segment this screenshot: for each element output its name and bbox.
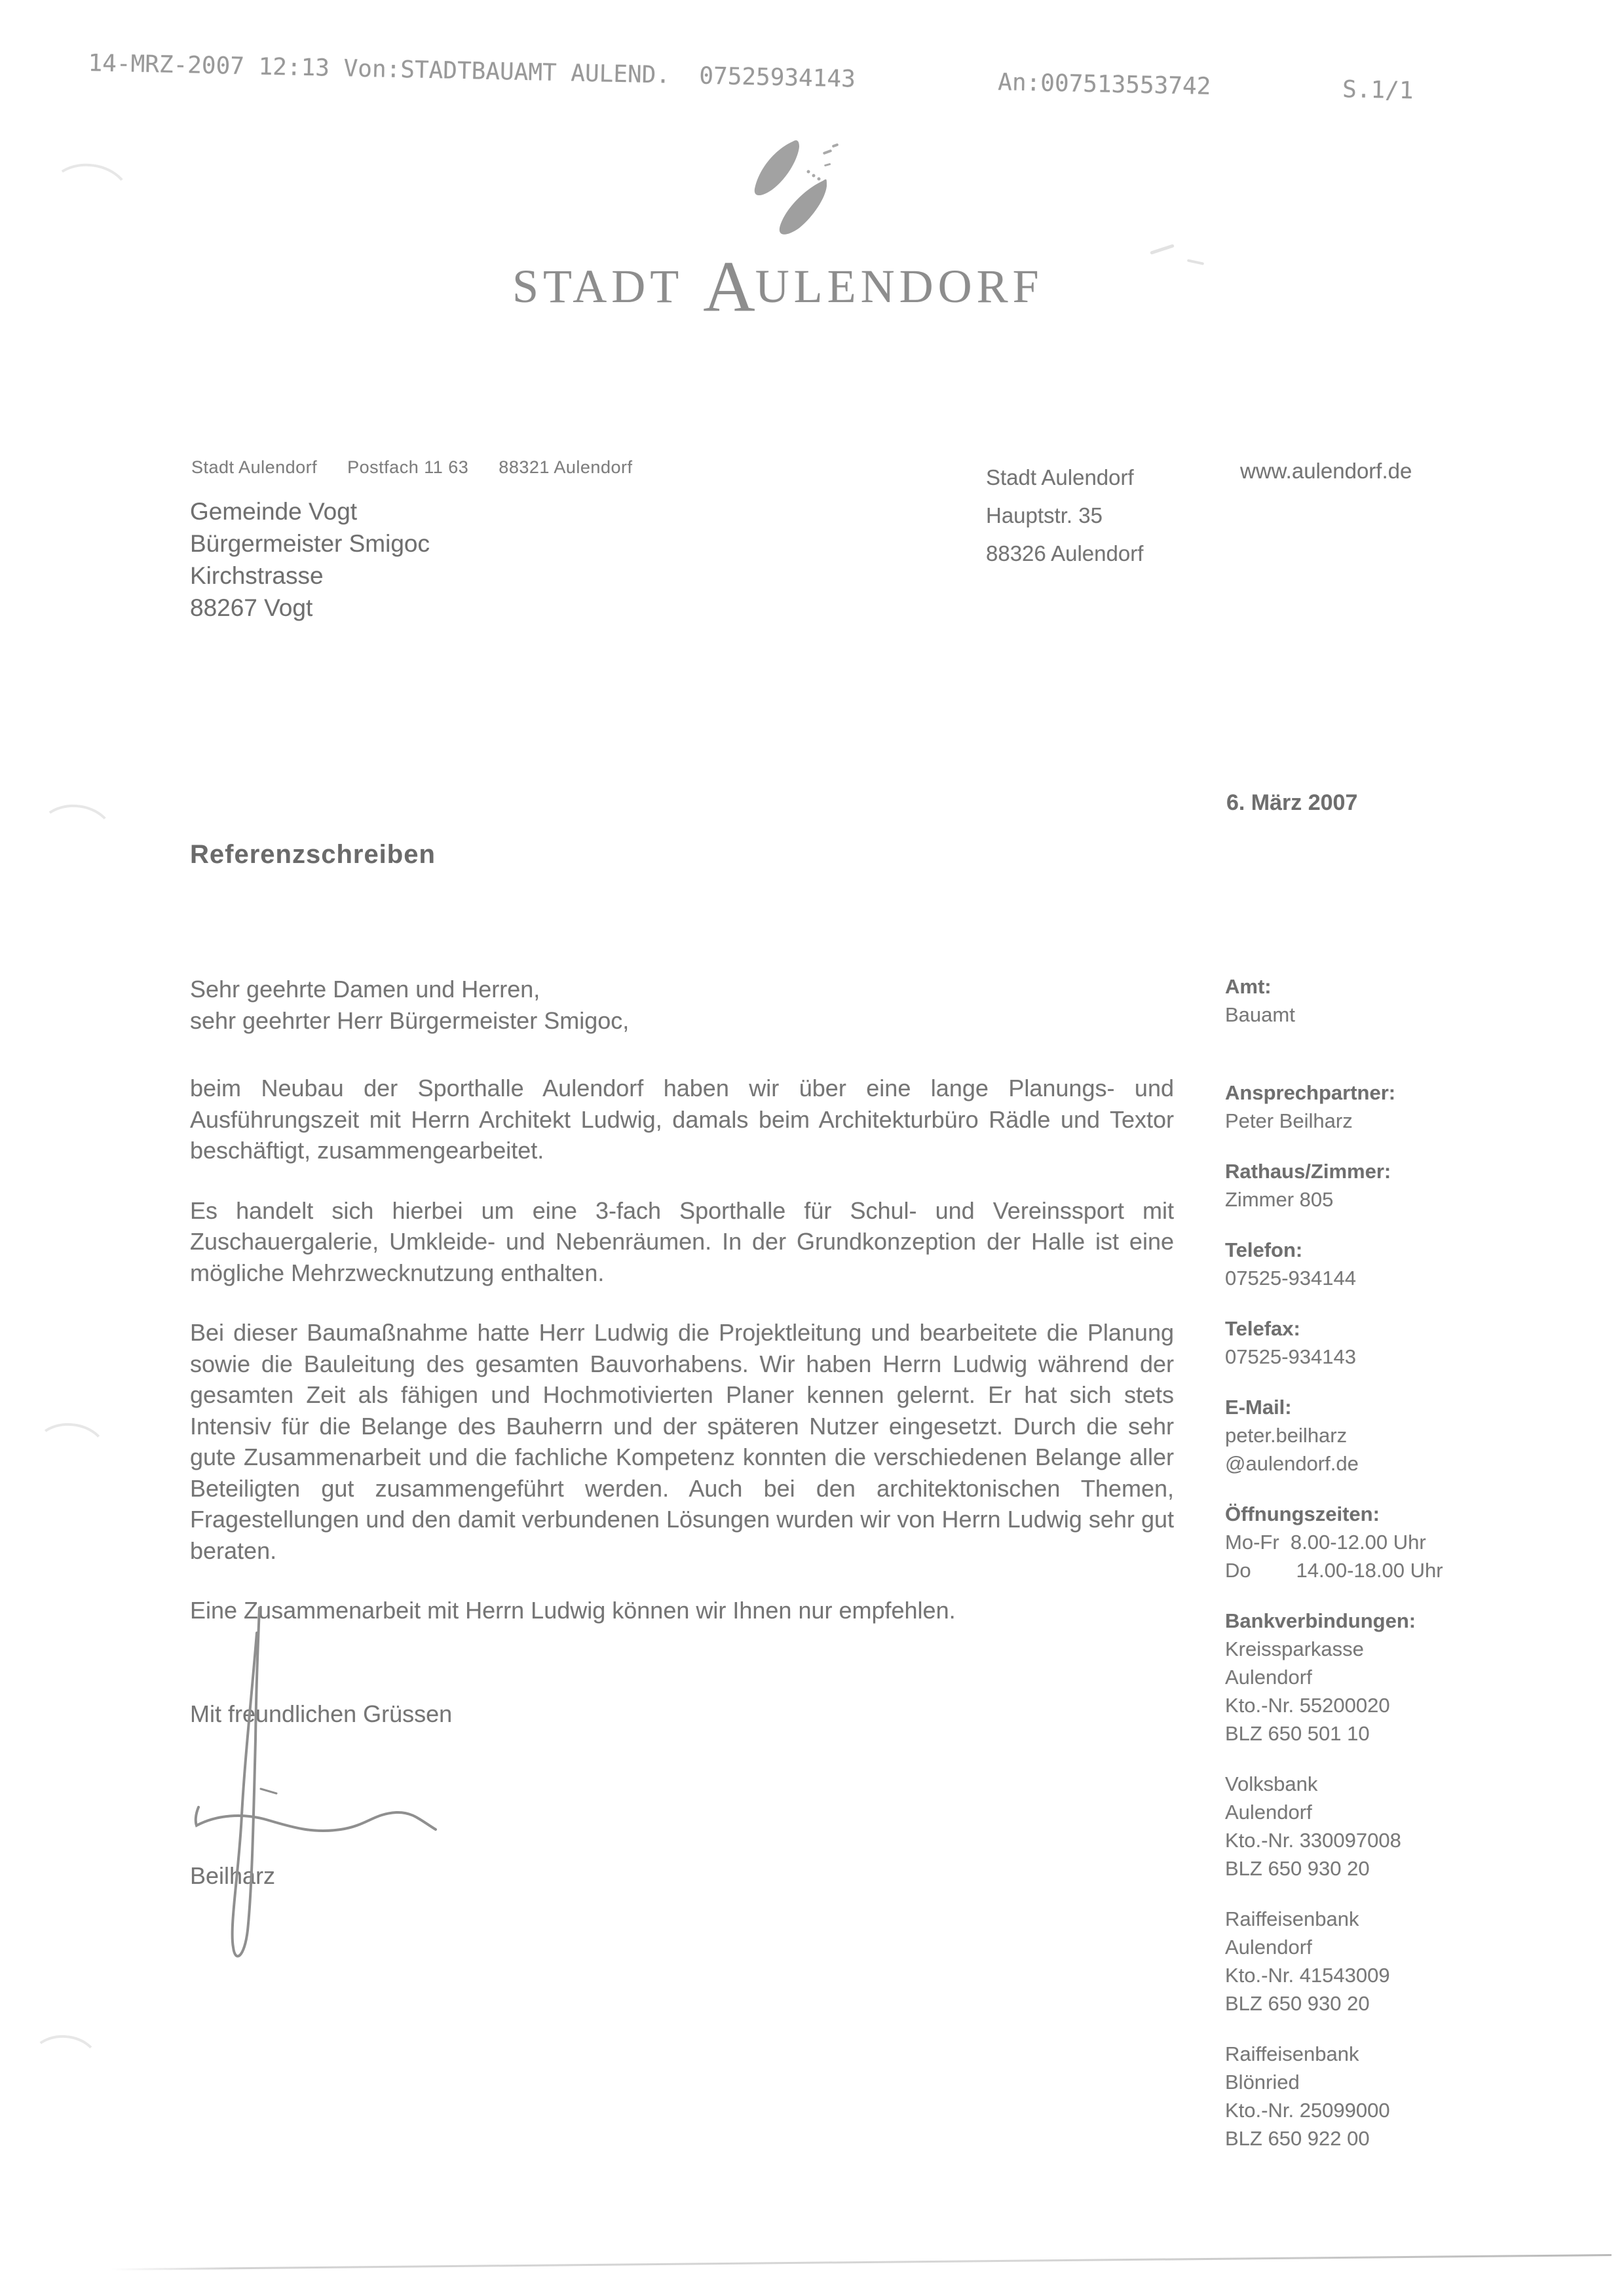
sidebar-label: Bankverbindungen:: [1225, 1609, 1416, 1632]
return-address-name: Stadt Aulendorf: [191, 457, 318, 477]
return-address-pobox: Postfach 11 63: [347, 457, 469, 477]
sidebar-value: Raiffeisenbank: [1225, 1907, 1359, 1930]
scan-artifact-arc: [27, 2032, 102, 2093]
logo-word-ulendorf: ULENDORF: [755, 260, 1044, 313]
sidebar-value: Peter Beilharz: [1225, 1109, 1353, 1132]
sidebar-group-email: [1225, 1393, 1605, 1478]
sidebar-label: Rathaus/Zimmer:: [1225, 1160, 1391, 1183]
recipient-line: Gemeinde Vogt: [190, 498, 358, 525]
sidebar-value: Kto.-Nr. 55200020: [1225, 1694, 1390, 1717]
salutation: [190, 974, 1174, 1036]
sidebar-group-raiffeisenbank-aulendorf: [1225, 1905, 1605, 2018]
fax-sender-info: 14-MRZ-2007 12:13 Von:STADTBAUAMT AULEND.: [88, 50, 671, 89]
sidebar-label: Telefax:: [1225, 1317, 1300, 1340]
signer-name: Beilharz: [190, 1862, 276, 1889]
sidebar-value: Aulendorf: [1225, 1666, 1312, 1689]
website-url: www.aulendorf.de: [1240, 459, 1412, 483]
sidebar-value: BLZ 650 930 20: [1225, 1857, 1370, 1880]
sidebar-value: 07525-934144: [1225, 1267, 1356, 1290]
fax-page-indicator: S.1/1: [1342, 76, 1414, 105]
scan-artifact-arc: [43, 159, 136, 235]
logo-wordmark: STADT A ULENDORF: [512, 246, 1044, 326]
sidebar-group-raiffeisenbank-bloenried: [1225, 2040, 1605, 2152]
sidebar-value: BLZ 650 922 00: [1225, 2127, 1370, 2150]
sidebar-value: @aulendorf.de: [1225, 1452, 1359, 1475]
sidebar-value: Kreissparkasse: [1225, 1637, 1364, 1660]
sidebar-value: Kto.-Nr. 25099000: [1225, 2099, 1390, 2122]
sidebar-value: Kto.-Nr. 330097008: [1225, 1829, 1401, 1852]
return-address-line: [191, 457, 657, 478]
sidebar-label: Ansprechpartner:: [1225, 1081, 1396, 1104]
sidebar-label: E-Mail:: [1225, 1396, 1292, 1419]
body-paragraph: Es handelt sich hierbei um eine 3-fach Sporthalle für Schul- und Vereinssport mit Zuschauergalerie, Umkleide- und Nebenräumen. In der Grundkonzeption der Halle ist eine mögliche Mehrzwecknutzung enthalten.: [190, 1196, 1174, 1286]
recipient-line: Kirchstrasse: [190, 562, 324, 589]
sidebar-group-volksbank: [1225, 1770, 1605, 1883]
sidebar-label: Amt:: [1225, 975, 1272, 998]
sidebar-value: Raiffeisenbank: [1225, 2042, 1359, 2065]
body-paragraph: Eine Zusammenarbeit mit Herrn Ludwig können wir Ihnen nur empfehlen.: [190, 1597, 956, 1624]
contact-info-sidebar: [1225, 972, 1605, 2175]
fax-transmission-header: [88, 50, 1556, 116]
sidebar-group-telefax: [1225, 1314, 1605, 1371]
recipient-address-block: [190, 495, 430, 624]
sidebar-value: Aulendorf: [1225, 1801, 1312, 1824]
sidebar-value: 07525-934143: [1225, 1345, 1356, 1368]
logo-word-stadt: STADT: [512, 260, 684, 313]
sidebar-value: peter.beilharz: [1225, 1424, 1348, 1447]
office-line: Hauptstr. 35: [986, 503, 1103, 527]
return-address-city: 88321 Aulendorf: [499, 457, 633, 477]
fax-recipient-number: An:007513553742: [997, 69, 1211, 100]
sidebar-group-telefon: [1225, 1236, 1605, 1292]
sidebar-label: Öffnungszeiten:: [1225, 1502, 1380, 1525]
sidebar-value: Zimmer 805: [1225, 1188, 1334, 1211]
sidebar-value: Mo-Fr 8.00-12.00 Uhr: [1225, 1531, 1426, 1554]
sidebar-group-amt: [1225, 972, 1605, 1029]
closing-phrase: Mit freundlichen Grüssen: [190, 1700, 453, 1727]
sidebar-value: Kto.-Nr. 41543009: [1225, 1964, 1390, 1987]
office-line: Stadt Aulendorf: [986, 465, 1134, 489]
sidebar-group-rathaus-zimmer: [1225, 1157, 1605, 1214]
body-paragraph: beim Neubau der Sporthalle Aulendorf haben wir über eine lange Planungs- und Ausführungszeit mit Herrn Architekt Ludwig, damals beim Architekturbüro Rädle und Textor beschäftigt, zusammengearbeitet.: [190, 1075, 1174, 1164]
sidebar-group-bankverbindungen: [1225, 1607, 1605, 1748]
letter-subject: Referenzschreiben: [190, 840, 436, 869]
fax-sender-number: 07525934143: [698, 62, 856, 93]
sidebar-value: BLZ 650 501 10: [1225, 1722, 1370, 1745]
body-paragraph: Bei dieser Baumaßnahme hatte Herr Ludwig die Projektleitung und bearbeitete die Planung sowie die Bauleitung des gesamten Bauvorhabens. Wir haben Herrn Ludwig während der gesamten Zeit als fähigen und Hochmotivierten Planer kennen gelernt. Er hat sich stets Intensiv für die Belange des Bauherrn und der späteren Nutzer eingesetzt. Durch die sehr gute Zusammenarbeit und die fachliche Kompetenz konnten die verschiedenen Belange aller Beteiligten gut zusammengeführt werden. Auch bei den architektonischen Themen, Fragestellungen und den damit verbundenen Lösungen wurden wir von Herrn Ludwig sehr gut beraten.: [190, 1319, 1174, 1564]
salutation-line: Sehr geehrte Damen und Herren,: [190, 976, 540, 1003]
sidebar-value: Aulendorf: [1225, 1936, 1312, 1959]
sidebar-value: Blönried: [1225, 2071, 1300, 2094]
scan-artifact-mark: [1187, 259, 1204, 265]
stadt-aulendorf-leaves-icon: [746, 138, 877, 249]
handwritten-signature: [177, 1599, 675, 1992]
recipient-line: 88267 Vogt: [190, 594, 313, 621]
salutation-line: sehr geehrter Herr Bürgermeister Smigoc,: [190, 1006, 630, 1034]
recipient-line: Bürgermeister Smigoc: [190, 530, 430, 557]
sidebar-value: Do 14.00-18.00 Uhr: [1225, 1559, 1443, 1582]
sidebar-value: BLZ 650 930 20: [1225, 1992, 1370, 2015]
sidebar-label: Telefon:: [1225, 1238, 1303, 1261]
sidebar-value: Volksbank: [1225, 1772, 1318, 1795]
scan-artifact-mark: [1150, 244, 1175, 254]
scan-bottom-edge-line: [111, 2254, 1612, 2270]
letter-date: 6. März 2007: [1226, 790, 1358, 815]
sidebar-group-oeffnungszeiten: [1225, 1500, 1605, 1584]
scan-artifact-arc: [34, 801, 117, 869]
sidebar-group-ansprechpartner: [1225, 1079, 1605, 1135]
scan-artifact-arc: [30, 1419, 111, 1484]
sidebar-value: Bauamt: [1225, 1003, 1295, 1026]
sender-office-block: [986, 459, 1143, 573]
office-line: 88326 Aulendorf: [986, 541, 1144, 565]
